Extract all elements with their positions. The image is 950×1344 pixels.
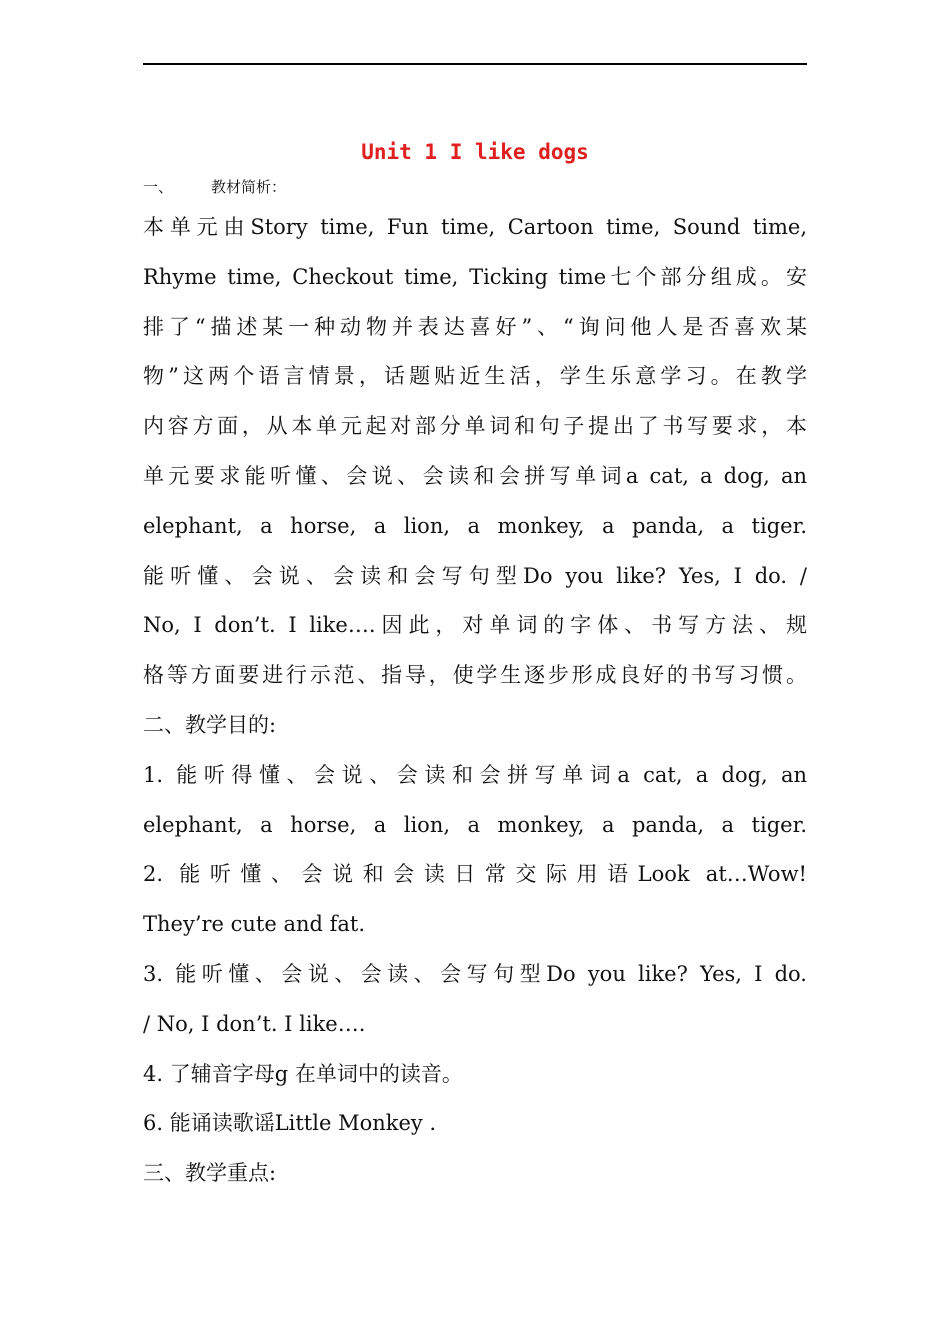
body-line: 本单元由Story time, Fun time, Cartoon time, Sound time, bbox=[143, 215, 807, 239]
section-title: 教材简析： bbox=[211, 178, 287, 196]
body-line: Rhyme time, Checkout time, Ticking time七个部分组成。安 bbox=[143, 264, 807, 289]
header-rule bbox=[143, 63, 807, 65]
body-line: 内容方面，从本单元起对部分单词和句子提出了书写要求，本 bbox=[143, 414, 807, 439]
section-heading-key-points: 三、教学重点: bbox=[143, 1161, 277, 1186]
list-item-continued: They’re cute and fat. bbox=[143, 912, 366, 937]
body-line: 单元要求能听懂、会说、会读和会拼写单词a cat, a dog, an bbox=[143, 463, 807, 488]
body-line: 能听懂、会说、会读和会写句型Do you like? Yes, I do. / bbox=[143, 563, 807, 588]
document-title: Unit 1 I like dogs bbox=[361, 140, 589, 164]
section-heading-analysis bbox=[143, 176, 286, 198]
list-item-continued: / No, I don’t. I like…. bbox=[143, 1011, 366, 1036]
list-item-continued: elephant, a horse, a lion, a monkey, a panda, a tiger. bbox=[143, 812, 807, 837]
body-line: 物”这两个语言情景，话题贴近生活，学生乐意学习。在教学 bbox=[143, 364, 807, 389]
body-line: 格等方面要进行示范、指导，使学生逐步形成良好的书写习惯。 bbox=[143, 663, 807, 688]
section-number: 一、 bbox=[143, 178, 174, 196]
section-heading-objectives: 二、教学目的: bbox=[143, 712, 277, 737]
list-item: 6. 能诵读歌谣Little Monkey . bbox=[143, 1111, 437, 1136]
list-item: 2. 能听懂、会说和会读日常交际用语Look at…Wow! bbox=[143, 862, 807, 887]
body-line: elephant, a horse, a lion, a monkey, a panda, a tiger. bbox=[143, 513, 807, 538]
document-body bbox=[143, 203, 807, 1199]
list-item: 3. 能听懂、会说、会读、会写句型Do you like? Yes, I do. bbox=[143, 961, 807, 986]
list-item: 4. 了辅音字母g 在单词中的读音。 bbox=[143, 1061, 463, 1086]
list-item: 1. 能听得懂、会说、会读和会拼写单词a cat, a dog, an bbox=[143, 762, 807, 787]
body-line: 排了“描述某一种动物并表达喜好”、“询问他人是否喜欢某 bbox=[143, 314, 807, 339]
body-line: No, I don’t. I like….因此，对单词的字体、书写方法、规 bbox=[143, 613, 807, 638]
